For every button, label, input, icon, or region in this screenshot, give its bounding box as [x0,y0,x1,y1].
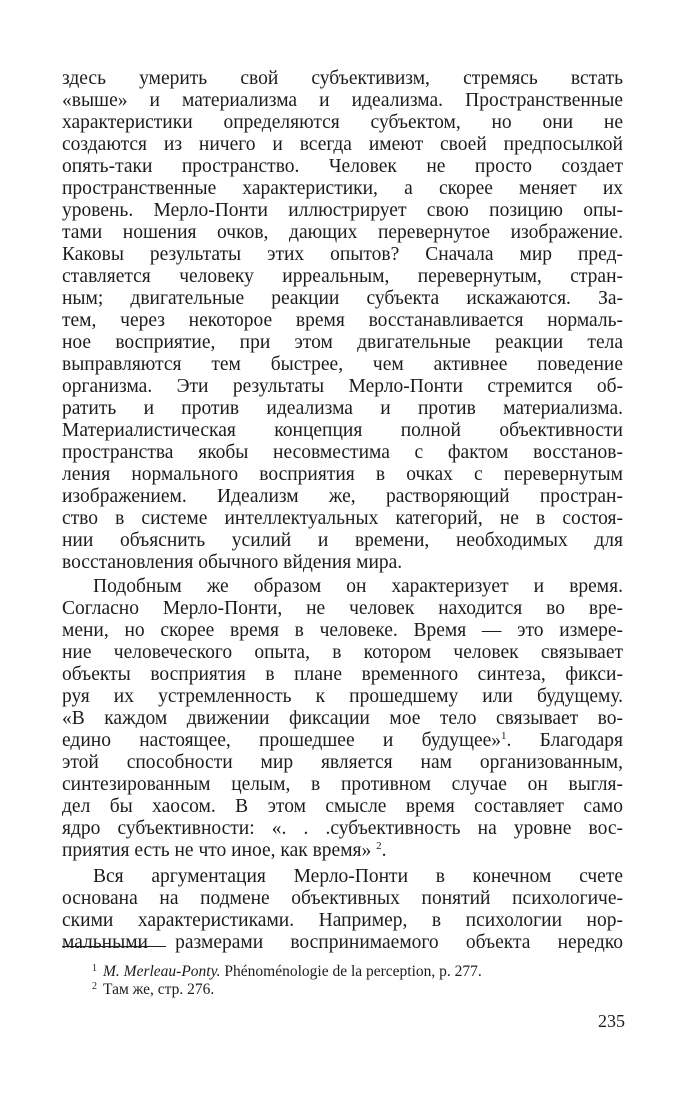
text-line: уровень. Мерло-Понти иллюстрирует свою позицию опы- [62,200,623,221]
text-line: опять-таки пространство. Человек не просто создает [62,156,623,177]
text-line: тем, через некоторое время восстанавливается нормаль- [62,310,623,331]
text-line: этой способности мир является нам организованным, [62,752,623,773]
text-line: ное восприятие, при этом двигательные реакции тела [62,332,623,353]
text-line: создаются из ничего и всегда имеют своей предпосылкой [62,134,623,155]
text-line: тами ношения очков, дающих перевернутое изображение. [62,222,623,243]
footnote-number: 1 [92,963,97,974]
text-line: Подобным же образом он характеризует и время. [93,576,623,597]
text-line: восстановления обычного вйдения мира. [62,552,403,573]
text-line: дел бы хаосом. В этом смысле время составляет само [62,796,623,817]
text-line: здесь умерить свой субъективизм, стремясь встать [62,68,623,89]
footnote-text: Phénoménologie de la perception, p. 277. [220,963,482,980]
footnote-2 [92,978,632,999]
text-line: Вся аргументация Мерло-Понти в конечном счете [93,866,623,887]
footnote-number: 2 [92,981,97,992]
text-line: ставляется человеку ирреальным, перевернутым, стран- [62,266,623,287]
text-line: изображением. Идеализм же, растворяющий простран- [62,486,623,507]
footnote-ref[interactable]: 2 [376,840,382,852]
text-line: пространства якобы несовместима с фактом восстанов- [62,442,623,463]
text-line: ядро субъективности: «. . .субъективность на уровне вос- [62,818,623,839]
text-line: «В каждом движении фиксации мое тело связывает во- [62,708,623,729]
text-line: выправляются тем быстрее, чем активнее поведение [62,354,623,375]
text-line: Согласно Мерло-Понти, не человек находится во вре- [62,598,623,619]
text-run: . [381,840,387,861]
text-line: ным; двигательные реакции субъекта искажаются. За- [62,288,623,309]
text-line: ления нормального восприятия в очках с перевернутым [62,464,623,485]
footnote-text: Там же, стр. 276. [103,981,215,998]
text-line: нии объяснить усилий и времени, необходимых для [62,530,623,551]
text-line: скими характеристиками. Например, в психологии нор- [62,910,623,931]
footnote-ref[interactable]: 1 [501,730,507,742]
text-line: Каковы результаты этих опытов? Сначала мир пред- [62,244,623,265]
text-run: едино настоящее, прошедшее и будущее» [62,730,502,751]
text-line: организма. Эти результаты Мерло-Понти стремится об- [62,376,623,397]
text-line: пространственные характеристики, а скорее меняет их [62,178,623,199]
text-run: приятия есть не что иное, как время» [62,840,372,861]
text-line: руя их устремленность к прошедшему или будущему. [62,686,623,707]
text-line: ратить и против идеализма и против материализма. [62,398,623,419]
text-run: . Благодаря [506,730,623,751]
page-number: 235 [598,1011,625,1031]
text-line: мальными размерами воспринимаемого объекта нередко [62,932,623,953]
text-line: синтезированным целым, в противном случае он выгля- [62,774,623,795]
text-line: основана на подмене объективных понятий психологиче- [62,888,623,909]
footnote-divider [62,946,166,947]
text-line-with-footnote-ref [62,730,623,752]
text-line: ние человеческого опыта, в котором человек связывает [62,642,623,663]
text-line: ство в системе интеллектуальных категорий, не в состоя- [62,508,623,529]
text-line: объекты восприятия в плане временного синтеза, фикси- [62,664,623,685]
text-line: Материалистическая концепция полной объективности [62,420,623,441]
text-line: характеристики определяются субъектом, но они не [62,112,623,133]
text-line: «выше» и материализма и идеализма. Пространственные [62,90,623,111]
text-line: мени, но скорее время в человеке. Время — это измере- [62,620,623,641]
text-line-with-footnote-ref [62,840,623,862]
footnote-author: M. Merleau-Ponty. [103,963,221,980]
